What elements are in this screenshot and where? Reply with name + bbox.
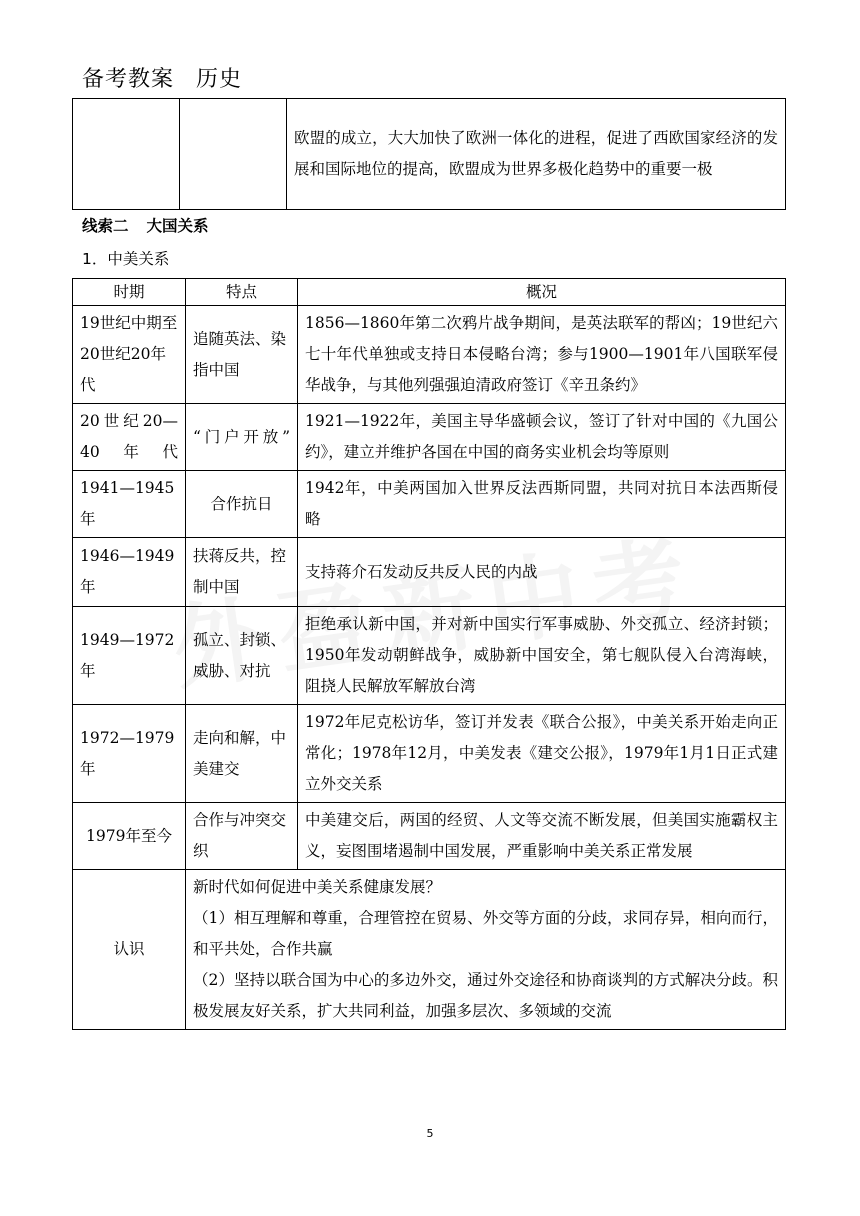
feature-cell: 孤立、封锁、威胁、对抗: [186, 607, 298, 705]
table-row: [73, 471, 786, 538]
summary-cell: 1972年尼克松访华，签订并发表《联合公报》，中美关系开始走向正常化；1978年12月，中美发表《建交公报》，1979年1月1日正式建立外交关系: [298, 705, 786, 803]
insight-point-2: （2）坚持以联合国为中心的多边外交，通过外交途径和协商谈判的方式解决分歧。积极发展友好关系，扩大共同利益，加强多层次、多领域的交流: [193, 971, 778, 1020]
subsection-title: 1．中美关系: [82, 250, 170, 268]
empty-cell: [180, 99, 287, 210]
summary-cell: 支持蒋介石发动反共反人民的内战: [298, 538, 786, 607]
table-row: [73, 306, 786, 404]
table-row: [73, 705, 786, 803]
empty-cell: [73, 99, 180, 210]
feature-cell: 追随英法、染指中国: [186, 306, 298, 404]
section-label: 线索二: [82, 217, 129, 235]
summary-cell: 中美建交后，两国的经贸、人文等交流不断发展，但美国实施霸权主义，妄图围堵遏制中国发展，严重影响中美关系正常发展: [298, 803, 786, 870]
header-part1: 备考教案: [82, 67, 175, 92]
summary-cell: 1856—1860年第二次鸦片战争期间，是英法联军的帮凶；19世纪六七十年代单独或支持日本侵略台湾；参与1900—1901年八国联军侵华战争，与其他列强强迫清政府签订《辛丑条约》: [298, 306, 786, 404]
header-summary: 概况: [298, 279, 786, 306]
feature-cell: 走向和解，中美建交: [186, 705, 298, 803]
header-feature: 特点: [186, 279, 298, 306]
table-row: [73, 870, 786, 1030]
continuation-table: [72, 99, 786, 210]
insight-cell: [186, 870, 786, 1030]
table-row: [73, 803, 786, 870]
period-cell: 1949—1972年: [73, 607, 186, 705]
table-row: [73, 404, 786, 471]
page-number: 5: [426, 1127, 434, 1140]
period-cell: 1941—1945年: [73, 471, 186, 538]
insight-question: 新时代如何促进中美关系健康发展？: [193, 878, 442, 896]
page-header: [82, 62, 242, 93]
period-cell: 19世纪中期至20世纪20年代: [73, 306, 186, 404]
insight-label: 认识: [73, 870, 186, 1030]
header-part2: 历史: [196, 67, 243, 92]
period-cell: 1979年至今: [73, 803, 186, 870]
table-header-row: [73, 279, 786, 306]
section-name: 大国关系: [146, 217, 209, 235]
period-cell: 1972—1979年: [73, 705, 186, 803]
insight-point-1: （1）相互理解和尊重，合理管控在贸易、外交等方面的分歧，求同存异，相向而行，和平共处，合作共赢: [193, 909, 778, 958]
continuation-text: 欧盟的成立，大大加快了欧洲一体化的进程，促进了西欧国家经济的发展和国际地位的提高，欧盟成为世界多极化趋势中的重要一极: [287, 99, 786, 210]
table-row: [73, 538, 786, 607]
table-row: [73, 607, 786, 705]
summary-cell: 1942年，中美两国加入世界反法西斯同盟，共同对抗日本法西斯侵略: [298, 471, 786, 538]
feature-cell: “门户开放”: [186, 404, 298, 471]
summary-cell: 拒绝承认新中国，并对新中国实行军事威胁、外交孤立、经济封锁；1950年发动朝鲜战争，威胁新中国安全，第七舰队侵入台湾海峡，阻挠人民解放军解放台湾: [298, 607, 786, 705]
period-cell: 1946—1949年: [73, 538, 186, 607]
header-period: 时期: [73, 279, 186, 306]
summary-cell: 1921—1922年，美国主导华盛顿会议，签订了针对中国的《九国公约》，建立并维护各国在中国的商务实业机会均等原则: [298, 404, 786, 471]
section-title: [82, 214, 209, 236]
table-row: [73, 99, 786, 210]
feature-cell: 合作抗日: [186, 471, 298, 538]
feature-cell: 扶蒋反共，控制中国: [186, 538, 298, 607]
feature-cell: 合作与冲突交织: [186, 803, 298, 870]
sino-us-relations-table: [72, 278, 786, 1030]
period-cell: 20世纪20—40年代: [73, 404, 186, 471]
